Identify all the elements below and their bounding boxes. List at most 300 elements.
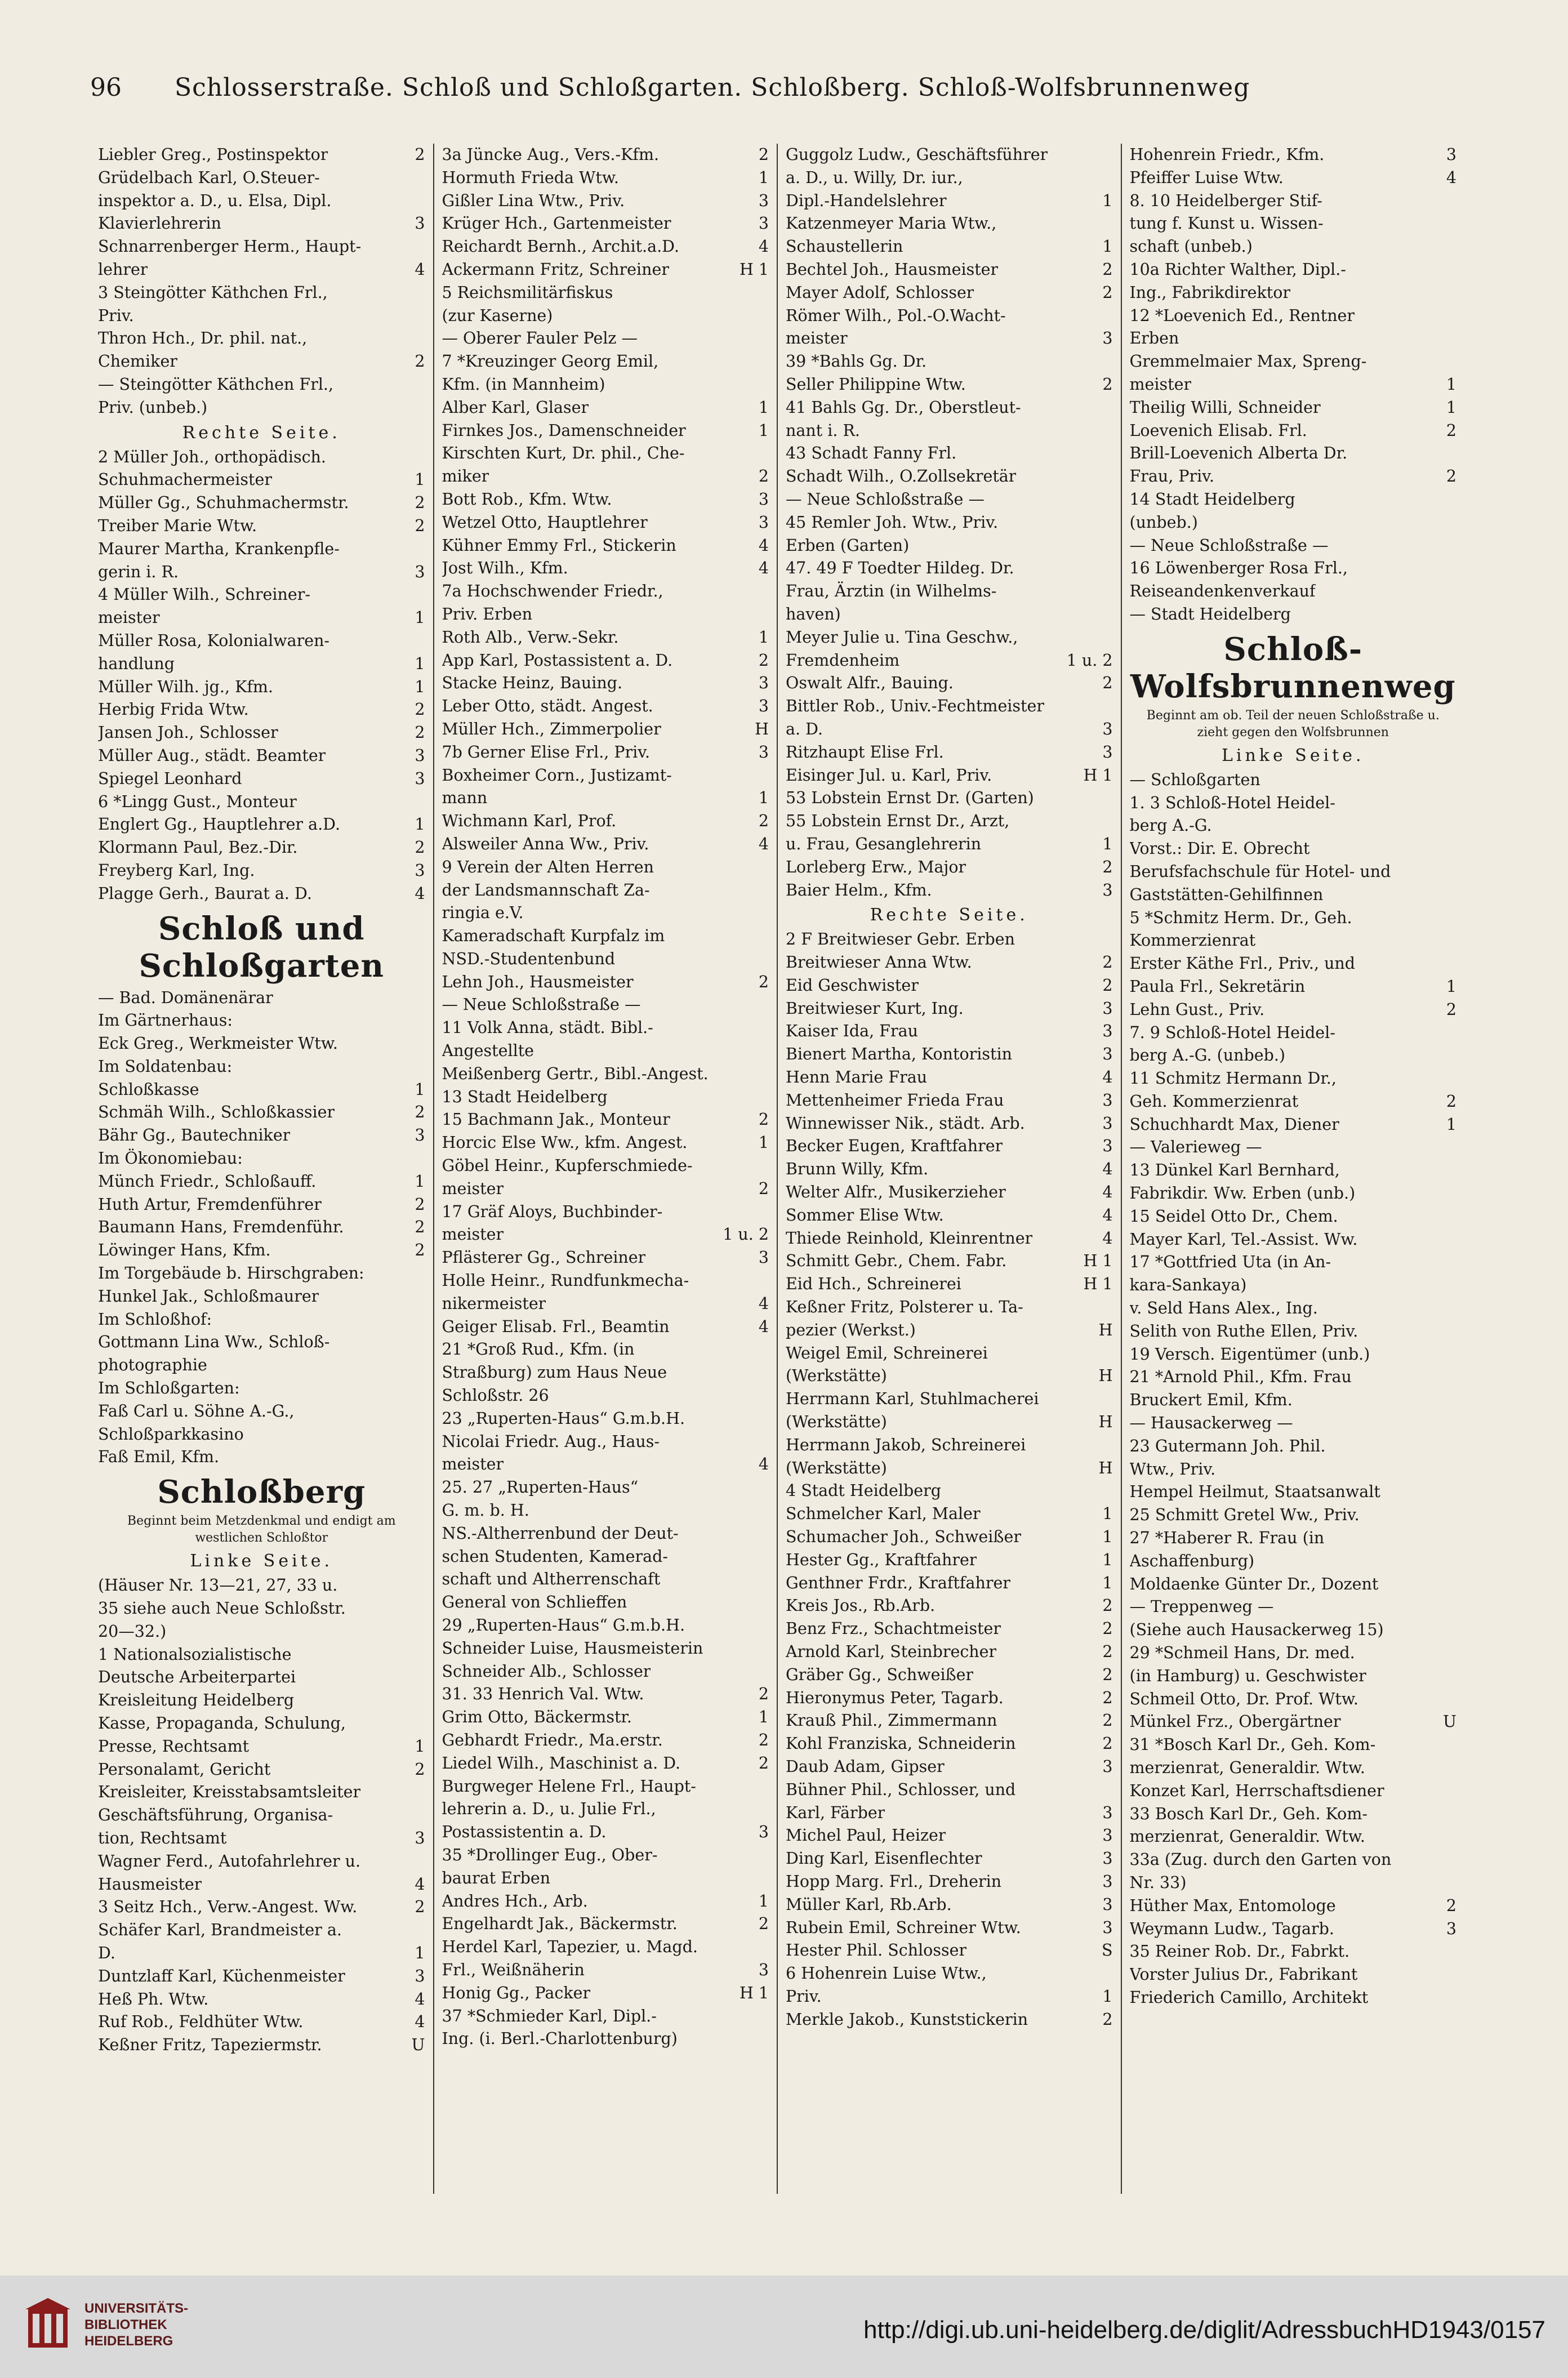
entry-text: Daub Adam, Gipser (786, 1757, 945, 1776)
floor-number: 2 (758, 1179, 769, 1198)
entry-text: Liedel Wilh., Maschinist a. D. (442, 1753, 681, 1773)
floor-number (1452, 1734, 1456, 1757)
directory-entry (98, 1079, 425, 1102)
directory-entry (1130, 999, 1457, 1022)
entry-text: 25. 27 „Ruperten-Haus“ (442, 1478, 639, 1497)
entry-text: Thron Hch., Dr. phil. nat., (98, 329, 308, 348)
directory-entry (786, 603, 1113, 626)
floor-number (1452, 929, 1456, 952)
entry-text: Presse, Rechtsamt (98, 1736, 250, 1756)
floor-number (764, 879, 769, 902)
floor-number (421, 1009, 425, 1032)
directory-entry (98, 190, 425, 213)
floor-number (1452, 282, 1456, 305)
floor-number (1452, 838, 1456, 861)
side-heading: Linke Seite. (190, 1551, 333, 1571)
directory-entry (786, 1985, 1113, 2009)
entry-text: 7. 9 Schloß-Hotel Heidel- (1129, 1023, 1335, 1042)
entry-text: Schäfer Karl, Brandmeister a. (98, 1921, 342, 1940)
entry-text: u. Frau, Gesanglehrerin (786, 834, 982, 853)
entry-text: 5 Reichsmilitärfiskus (442, 283, 613, 302)
directory-entry (98, 1597, 425, 1620)
floor-number (1452, 350, 1456, 373)
entry-text: 47. 49 F Toedter Hildeg. Dr. (786, 559, 1014, 578)
floor-number: 2 (415, 1218, 425, 1237)
entry-text: Alsweiler Anna Ww., Priv. (442, 834, 649, 853)
entry-text: Im Ökonomiebau: (98, 1149, 243, 1168)
directory-entry (1130, 1803, 1457, 1826)
floor-number (1452, 1412, 1456, 1435)
directory-entry (98, 1574, 425, 1597)
page-header (90, 73, 1464, 118)
floor-number: 1 (758, 1708, 769, 1727)
entry-text: nant i. R. (786, 421, 860, 440)
entry-text: Schaustellerin (786, 237, 903, 256)
directory-entry (98, 1009, 425, 1032)
floor-number (764, 442, 769, 465)
entry-text: — Schloßgarten (1129, 770, 1260, 789)
floor-number (764, 2028, 769, 2051)
entry-text: 33 Bosch Karl Dr., Geh. Kom- (1129, 1804, 1367, 1823)
entry-text: 15 Seidel Otto Dr., Chem. (1129, 1206, 1338, 1226)
directory-entry (786, 1939, 1113, 1962)
library-name-line: UNIVERSITÄTS- (84, 2301, 189, 2316)
entry-text: 31 *Bosch Karl Dr., Geh. Kom- (1129, 1735, 1376, 1754)
entry-text: Boxheimer Corn., Justizamt- (442, 765, 672, 785)
directory-entry (1130, 557, 1457, 580)
entry-text: merzienrat, Generaldir. Wtw. (1129, 1827, 1365, 1846)
directory-entry (442, 1086, 769, 1109)
directory-entry (98, 1620, 425, 1644)
entry-text: Chemiker (98, 352, 177, 371)
floor-number: 2 (758, 972, 769, 991)
entry-text: Baier Helm., Kfm. (786, 880, 932, 899)
entry-text: Karl, Färber (786, 1803, 885, 1822)
floor-number: H (1098, 1320, 1113, 1339)
entry-text: Kirschten Kurt, Dr. phil., Che- (442, 444, 685, 463)
entry-text: gerin i. R. (98, 562, 179, 581)
floor-number (421, 1597, 425, 1620)
floor-number (1108, 212, 1113, 235)
directory-entry (442, 1338, 769, 1361)
entry-text: Vorst.: Dir. E. Obrecht (1129, 839, 1310, 858)
entry-text: 29 *Schmeil Hans, Dr. med. (1129, 1644, 1355, 1663)
entry-text: Herbig Frida Wtw. (98, 700, 249, 719)
directory-entry (1130, 327, 1457, 350)
directory-entry (442, 1270, 769, 1293)
entry-text: Erben (Garten) (786, 536, 910, 555)
floor-number: 1 (415, 654, 425, 673)
floor-number (764, 764, 769, 787)
floor-number: 2 (1102, 1734, 1113, 1753)
directory-entry (1130, 144, 1457, 167)
directory-entry (98, 1056, 425, 1079)
entry-text: Schadt Wilh., O.Zollsekretär (786, 467, 1017, 486)
directory-entry (786, 1250, 1113, 1273)
entry-text: handlung (98, 654, 175, 673)
floor-number (764, 1086, 769, 1109)
directory-entry (442, 212, 769, 235)
directory-entry (442, 488, 769, 511)
directory-entry (1130, 1159, 1457, 1182)
floor-number (1452, 1642, 1456, 1665)
directory-entry (1130, 1849, 1457, 1872)
directory-entry (98, 2011, 425, 2034)
floor-number: H 1 (739, 1983, 769, 2002)
floor-number (421, 1285, 425, 1308)
directory-entry (98, 235, 425, 259)
directory-entry (1130, 1918, 1457, 1941)
floor-number: 3 (1102, 719, 1113, 738)
floor-number (764, 856, 769, 879)
floor-number: 3 (1102, 1090, 1113, 1110)
entry-text: 6 Hohenrein Luise Wtw., (786, 1964, 987, 1983)
directory-entry (442, 511, 769, 535)
directory-entry (98, 144, 425, 167)
floor-number (764, 1637, 769, 1660)
floor-number (1108, 1434, 1113, 1457)
directory-entry (786, 420, 1113, 443)
entry-text: Lorleberg Erw., Major (786, 857, 966, 876)
directory-entry (442, 350, 769, 373)
entry-text: Herdel Karl, Tapezier, u. Magd. (442, 1938, 698, 1957)
directory-entry (442, 397, 769, 420)
floor-number (1108, 144, 1113, 167)
entry-text: 3a Jüncke Aug., Vers.-Kfm. (442, 145, 660, 164)
directory-entry (786, 672, 1113, 695)
floor-number (1108, 1779, 1113, 1802)
floor-number (764, 1017, 769, 1040)
floor-number: 2 (415, 1241, 425, 1260)
directory-entry (442, 649, 769, 673)
entry-text: Burgweger Helene Frl., Haupt- (442, 1776, 696, 1796)
entry-text: 14 Stadt Heidelberg (1129, 489, 1295, 509)
entry-text: 5 *Schmitz Herm. Dr., Geh. (1129, 908, 1352, 927)
directory-entry (98, 883, 425, 906)
entry-text: Frau, Priv. (1129, 467, 1215, 486)
entry-text: Theilig Willi, Schneider (1129, 398, 1321, 417)
directory-entry (98, 1965, 425, 1988)
directory-entry (98, 259, 425, 282)
entry-text: Hunkel Jak., Schloßmaurer (98, 1286, 319, 1306)
directory-entry (98, 1804, 425, 1827)
floor-number (764, 305, 769, 328)
floor-number (1452, 792, 1456, 815)
floor-number: 4 (1102, 1228, 1113, 1248)
directory-entry (1130, 861, 1457, 884)
floor-number: 2 (1102, 2010, 1113, 2029)
directory-entry (786, 1020, 1113, 1043)
entry-text: meister (442, 1225, 504, 1244)
directory-entry (1130, 1297, 1457, 1320)
entry-text: 37 *Schmieder Karl, Dipl.- (442, 2006, 657, 2025)
floor-number: 1 (758, 1891, 769, 1911)
entry-text: Brunn Willy, Kfm. (786, 1160, 929, 1179)
entry-text: Römer Wilh., Pol.-O.Wacht- (786, 306, 1006, 325)
directory-entry (786, 1181, 1113, 1204)
entry-text: — Neue Schloßstraße — (786, 489, 985, 509)
floor-number: 3 (415, 562, 425, 581)
entry-text: Postassistentin a. D. (442, 1823, 607, 1842)
floor-number (1452, 1849, 1456, 1872)
floor-number (1452, 580, 1456, 603)
entry-text: Geiger Elisab. Frl., Beamtin (442, 1317, 670, 1336)
floor-number: 3 (1102, 329, 1113, 348)
floor-number (1452, 1757, 1456, 1780)
directory-entry (442, 1155, 769, 1178)
running-head: Schlosserstraße. Schloß und Schloßgarten. Schloßberg. Schloß-Wolfsbrunnenweg (175, 73, 1250, 102)
entry-text: Faß Carl u. Söhne A.-G., (98, 1401, 295, 1420)
entry-text: Meyer Julie u. Tina Geschw., (786, 627, 1018, 647)
floor-number (1108, 1480, 1113, 1503)
directory-entry (786, 974, 1113, 997)
directory-entry (786, 305, 1113, 328)
directory-entry (442, 1063, 769, 1086)
directory-entry (786, 190, 1113, 213)
directory-entry (442, 1798, 769, 1821)
entry-text: pezier (Werkst.) (786, 1320, 916, 1339)
floor-number: 4 (758, 237, 769, 256)
floor-number (1452, 1619, 1456, 1642)
directory-entry (1130, 350, 1457, 373)
floor-number: 1 (758, 421, 769, 440)
floor-number (421, 584, 425, 607)
entry-text: 7a Hochschwender Friedr., (442, 582, 663, 601)
floor-number (1452, 1343, 1456, 1366)
directory-entry (98, 350, 425, 373)
entry-text: lehrer (98, 260, 148, 279)
floor-number: 4 (758, 1455, 769, 1474)
floor-number: 1 u. 2 (1066, 651, 1113, 670)
floor-number: 1 (415, 470, 425, 489)
floor-number (1452, 1481, 1456, 1504)
floor-number: 1 (1102, 1504, 1113, 1524)
floor-number (1108, 787, 1113, 810)
floor-number (1108, 535, 1113, 558)
floor-number (1452, 603, 1456, 626)
directory-entry (1130, 1987, 1457, 2010)
floor-number (1452, 488, 1456, 511)
entry-text: 11 Schmitz Hermann Dr., (1129, 1069, 1337, 1088)
entry-text: 1. 3 Schloß-Hotel Heidel- (1129, 793, 1335, 812)
floor-number: 3 (1102, 1872, 1113, 1891)
entry-text: 45 Remler Joh. Wtw., Priv. (786, 513, 999, 532)
directory-entry (442, 1431, 769, 1454)
entry-text: 35 Reiner Rob. Dr., Fabrkt. (1129, 1942, 1350, 1961)
entry-text: — Neue Schloßstraße — (1129, 536, 1329, 555)
entry-text: Kühner Emmy Frl., Stickerin (442, 536, 676, 555)
directory-entry (786, 718, 1113, 741)
directory-entry (786, 144, 1113, 167)
entry-text: Hester Phil. Schlosser (786, 1941, 967, 1960)
entry-text: Konzet Karl, Herrschaftsdiener (1129, 1781, 1384, 1800)
entry-text: 4 Müller Wilh., Schreiner- (98, 585, 310, 604)
floor-number (764, 1476, 769, 1499)
floor-number (1452, 1504, 1456, 1527)
directory-entry (98, 836, 425, 860)
floor-number (1452, 814, 1456, 838)
directory-entry (1130, 1596, 1457, 1619)
entry-text: Göbel Heinr., Kupferschmiede- (442, 1156, 693, 1175)
floor-number (1452, 1297, 1456, 1320)
floor-number: 1 (758, 168, 769, 187)
directory-entry (786, 1894, 1113, 1917)
directory-entry (442, 1017, 769, 1040)
directory-entry (1130, 1067, 1457, 1090)
directory-entry (786, 1434, 1113, 1457)
directory-entry (1130, 1481, 1457, 1504)
directory-entry (442, 535, 769, 558)
entry-text: Engelhardt Jak., Bäckermstr. (442, 1914, 678, 1934)
directory-entry (98, 1712, 425, 1735)
directory-entry (1130, 1527, 1457, 1550)
directory-entry (786, 259, 1113, 282)
entry-text: Ing., Fabrikdirektor (1129, 283, 1290, 302)
directory-entry (442, 695, 769, 718)
directory-entry (786, 397, 1113, 420)
entry-text: der Landsmannschaft Za- (442, 880, 650, 899)
entry-text: Breitwieser Kurt, Ing. (786, 999, 964, 1018)
directory-entry (442, 144, 769, 167)
directory-entry (1130, 1435, 1457, 1458)
floor-number (1108, 465, 1113, 488)
entry-text: Arnold Karl, Steinbrecher (786, 1642, 997, 1661)
directory-entry (442, 1476, 769, 1499)
directory-entry (98, 1331, 425, 1354)
side-heading: Rechte Seite. (870, 905, 1028, 925)
floor-number (1452, 327, 1456, 350)
directory-entry (98, 492, 425, 515)
entry-text: schaft (unbeb.) (1129, 237, 1253, 256)
entry-text: Krüger Hch., Gartenmeister (442, 214, 671, 233)
entry-text: Müller Aug., städt. Beamter (98, 746, 326, 765)
entry-text: Genthner Frdr., Kraftfahrer (786, 1573, 1010, 1592)
floor-number (421, 1032, 425, 1056)
entry-text: Hempel Heilmut, Staatsanwalt (1129, 1482, 1380, 1502)
floor-number (1108, 1388, 1113, 1411)
directory-entry (98, 282, 425, 305)
directory-entry (1130, 1182, 1457, 1205)
entry-text: Angestellte (442, 1041, 534, 1061)
floor-number (764, 1155, 769, 1178)
entry-text: tung f. Kunst u. Wissen- (1129, 214, 1324, 233)
entry-text: Eck Greg., Werkmeister Wtw. (98, 1034, 338, 1053)
floor-number (764, 925, 769, 948)
directory-entry (442, 764, 769, 787)
entry-text: Henn Marie Frau (786, 1068, 928, 1087)
floor-number (1108, 1342, 1113, 1365)
directory-entry (442, 672, 769, 695)
entry-text: 7b Gerner Elise Frl., Priv. (442, 742, 651, 762)
entry-text: Deutsche Arbeiterpartei (98, 1668, 296, 1687)
entry-text: Löwinger Hans, Kfm. (98, 1241, 271, 1260)
directory-entry (442, 442, 769, 465)
directory-entry (1130, 1688, 1457, 1711)
entry-text: Müller Karl, Rb.Arb. (786, 1895, 952, 1914)
directory-entry (1130, 305, 1457, 328)
floor-number (1452, 1780, 1456, 1803)
floor-number: 4 (1102, 1068, 1113, 1087)
directory-entry (1130, 511, 1457, 535)
library-name-line: BIBLIOTHEK (84, 2317, 167, 2332)
directory-entry (786, 1779, 1113, 1802)
floor-number: 3 (1446, 145, 1456, 164)
directory-entry (442, 879, 769, 902)
directory-entry (442, 1361, 769, 1384)
directory-entry (786, 327, 1113, 350)
floor-number: 3 (758, 489, 769, 509)
directory-entry (442, 810, 769, 833)
entry-text: Hieronymus Peter, Tagarb. (786, 1688, 1004, 1707)
directory-entry (442, 1913, 769, 1936)
directory-entry (442, 833, 769, 856)
entry-text: Erben (1129, 329, 1179, 348)
directory-entry (98, 1758, 425, 1782)
floor-number: 1 (415, 1736, 425, 1756)
floor-number (421, 791, 425, 814)
floor-number (421, 1331, 425, 1354)
directory-entry (786, 373, 1113, 397)
entry-text: G. m. b. H. (442, 1501, 529, 1520)
entry-text: 55 Lobstein Ernst Dr., Arzt, (786, 812, 1010, 831)
floor-number (421, 446, 425, 469)
floor-number: H 1 (1083, 1252, 1113, 1271)
floor-number: 2 (758, 1914, 769, 1934)
digital-copy-link[interactable]: http://digi.ub.uni-heidelberg.de/diglit/AdressbuchHD1943/0157 (863, 2316, 1545, 2344)
floor-number (764, 1063, 769, 1086)
entry-text: Alber Karl, Glaser (442, 398, 589, 417)
floor-number (1452, 884, 1456, 907)
floor-number: 3 (1102, 1137, 1113, 1156)
entry-text: (Werkstätte) (786, 1366, 887, 1386)
directory-entry (98, 1101, 425, 1124)
entry-text: Nicolai Friedr. Aug., Haus- (442, 1432, 660, 1451)
entry-text: Priv. (98, 306, 134, 325)
directory-entry (1130, 1022, 1457, 1045)
floor-number: 2 (758, 651, 769, 670)
floor-number (764, 1338, 769, 1361)
directory-entry (98, 860, 425, 883)
entry-text: 3 Steingötter Käthchen Frl., (98, 283, 328, 302)
directory-entry (786, 1411, 1113, 1434)
entry-text: 20—32.) (98, 1622, 167, 1641)
entry-text: Ackermann Fritz, Schreiner (442, 260, 669, 279)
directory-entry (98, 745, 425, 768)
floor-number: 4 (758, 1294, 769, 1313)
library-name (84, 2300, 188, 2349)
entry-text: 35 siehe auch Neue Schloßstr. (98, 1599, 346, 1618)
floor-number (1452, 1022, 1456, 1045)
floor-number (1108, 305, 1113, 328)
floor-number (421, 1377, 425, 1400)
entry-text: Mayer Adolf, Schlosser (786, 283, 974, 302)
entry-text: Freyberg Karl, Ing. (98, 861, 255, 880)
directory-entry (786, 1641, 1113, 1664)
directory-entry (98, 1850, 425, 1873)
side-heading: Linke Seite. (1221, 745, 1365, 765)
entry-text: Wetzel Otto, Hauptlehrer (442, 513, 648, 532)
directory-entry (442, 259, 769, 282)
entry-text: Winnewisser Nik., städt. Arb. (786, 1114, 1025, 1133)
directory-entry (1130, 190, 1457, 213)
floor-number: 3 (415, 746, 425, 765)
floor-number: 1 (1446, 1115, 1456, 1134)
floor-number (764, 994, 769, 1017)
floor-number: 3 (1102, 1895, 1113, 1914)
floor-number (764, 1660, 769, 1684)
entry-text: 6 *Lingg Gust., Monteur (98, 792, 297, 811)
entry-text: — Oberer Fauler Pelz — (442, 329, 638, 348)
